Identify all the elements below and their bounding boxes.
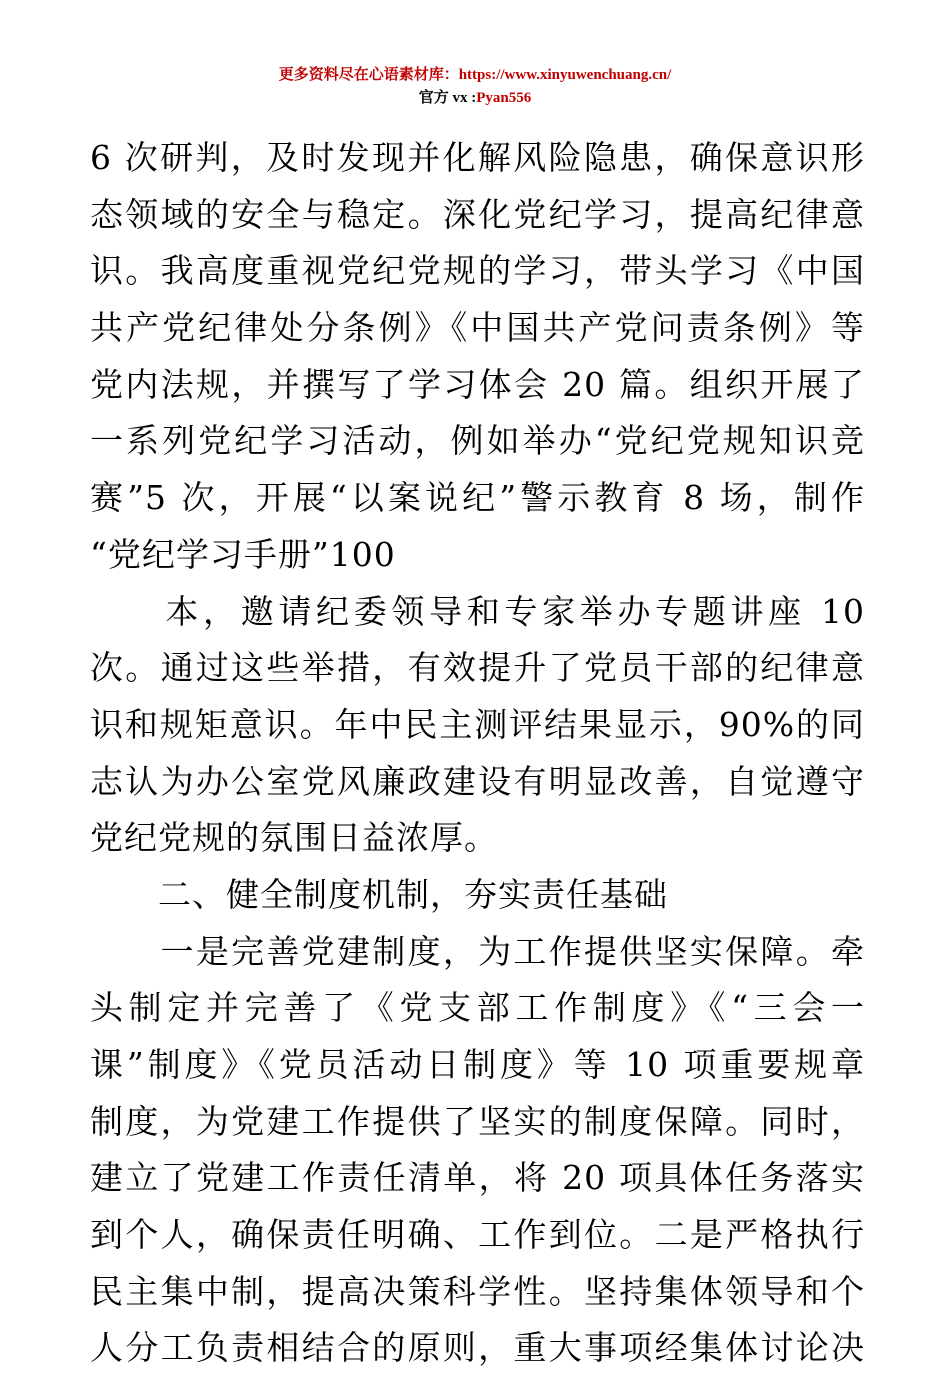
text-line: “党纪学习手册”100	[90, 534, 396, 574]
text-line: 本，邀请纪委领导和专家举办专题讲座 10	[90, 591, 865, 631]
document-body	[90, 130, 865, 1377]
text-line: 到个人，确保责任明确、工作到位。二是严格执行	[90, 1215, 865, 1255]
text-line: 二、健全制度机制，夯实责任基础	[90, 874, 668, 914]
text-line: 一系列党纪学习活动，例如举办“党纪党规知识竞	[90, 421, 865, 461]
text-line: 课”制度》《党员活动日制度》等 10 项重要规章	[90, 1045, 865, 1084]
text-line: 头制定并完善了《党支部工作制度》《“三会一	[90, 988, 865, 1028]
header-resource-link: 更多资料尽在心语素材库：https://www.xinyuwenchuang.cn/	[278, 67, 672, 83]
text-line: 党纪党规的氛围日益浓厚。	[90, 818, 498, 858]
header-contact-id: Pyan556	[476, 90, 532, 106]
text-line: 6 次研判，及时发现并化解风险隐患，确保意识形	[90, 138, 865, 177]
text-line: 共产党纪律处分条例》《中国共产党问责条例》等	[90, 308, 865, 348]
text-line: 识和规矩意识。年中民主测评结果显示，90%的同	[90, 704, 865, 744]
header-contact-label: 官方 vx :	[418, 90, 477, 106]
text-line: 志认为办公室党风廉政建设有明显改善，自觉遵守	[90, 761, 865, 801]
text-line: 党内法规，并撰写了学习体会 20 篇。组织开展了	[90, 364, 865, 404]
text-line: 态领域的安全与稳定。深化党纪学习，提高纪律意	[90, 194, 865, 234]
text-line: 建立了党建工作责任清单，将 20 项具体任务落实	[90, 1158, 865, 1198]
text-line: 赛”5 次，开展“以案说纪”警示教育 8 场，制作	[90, 478, 865, 518]
text-line: 识。我高度重视党纪党规的学习，带头学习《中国	[90, 251, 865, 291]
page-header	[0, 64, 950, 110]
text-line: 人分工负责相结合的原则，重大事项经集体讨论决	[90, 1328, 865, 1368]
text-line: 制度，为党建工作提供了坚实的制度保障。同时，	[90, 1101, 865, 1141]
text-line: 一是完善党建制度，为工作提供坚实保障。牵	[90, 931, 865, 971]
text-line: 次。通过这些举措，有效提升了党员干部的纪律意	[90, 648, 865, 688]
text-line: 民主集中制，提高决策科学性。坚持集体领导和个	[90, 1271, 865, 1311]
header-contact	[0, 87, 950, 110]
